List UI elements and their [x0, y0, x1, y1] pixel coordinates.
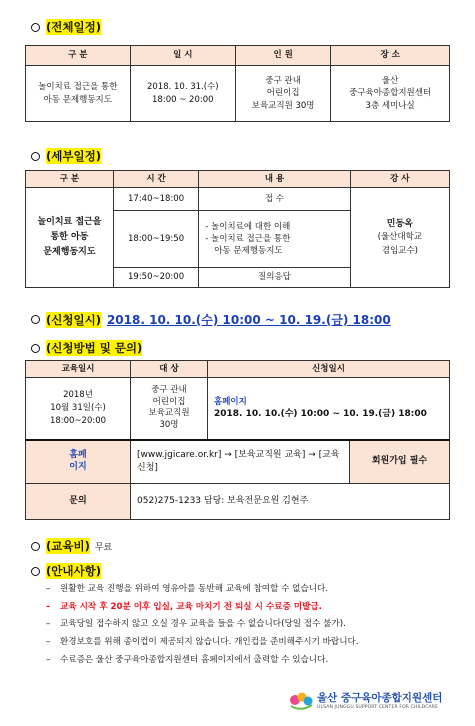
col-header-edu-date: 교육일시	[26, 361, 131, 378]
place-cell: 울산 중구육아종합지원센터 3층 세미나실	[331, 66, 450, 122]
center-logo	[288, 690, 442, 710]
col-header-lecturer: 강 사	[350, 171, 449, 188]
time-cell: 17:40~18:00	[113, 188, 198, 211]
lecturer-cell: 민동옥 (울산대학교 겸임교수)	[350, 188, 449, 288]
section-title-notice: (안내사항)	[31, 563, 101, 579]
notice-item: – 교육당일 접수하지 않고 오실 경우 교육을 들을 수 없습니다(당일 접수 불가).	[46, 619, 346, 630]
edu-date-cell: 2018년 10월 31일(수) 18:00~20:00	[26, 378, 131, 440]
fee-value: 무료	[94, 542, 113, 553]
overall-schedule-table	[25, 45, 450, 122]
time-cell: 19:50~20:00	[113, 268, 198, 288]
circle-bullet-icon	[31, 315, 40, 324]
section-title-application-method: (신청방법 및 문의)	[31, 340, 142, 356]
application-method-table	[25, 360, 450, 520]
section-title-application-period: (신청일시) 2018. 10. 10.(수) 10:00 ~ 10. 19.(금) 18:00	[31, 311, 391, 328]
section-title-overall-schedule: (전체일정)	[31, 19, 101, 35]
target-cell: 중구 관내 어린이집 보육교직원 30명	[131, 378, 208, 440]
circle-bullet-icon	[31, 152, 40, 161]
circle-bullet-icon	[31, 567, 40, 576]
logo-name: 울산 중구육아종합지원센터	[317, 692, 443, 704]
homepage-link[interactable]: 홈페이지	[214, 396, 247, 407]
notice-item-warning: – 교육 시작 후 20분 이후 입실, 교육 마치기 전 퇴실 시 수료증 미발급.	[46, 601, 322, 612]
inquiry-label-cell: 문의	[26, 484, 131, 520]
col-header-category: 구 분	[26, 46, 131, 66]
col-header-people: 인 원	[236, 46, 331, 66]
circle-bullet-icon	[31, 344, 40, 353]
section-title-detailed-schedule: (세부일정)	[31, 148, 101, 164]
content-cell: - 놀이치료에 대한 이해 - 놀이치료 접근을 통한 아동 문제행동지도	[199, 211, 350, 268]
col-header-content: 내 용	[199, 171, 350, 188]
notice-item: – 환경보호를 위해 종이컵이 제공되지 않습니다. 개인컵을 준비해주시기 바랍니다.	[46, 637, 359, 648]
col-header-datetime: 일 시	[130, 46, 235, 66]
notice-list	[46, 584, 466, 673]
category-cell: 놀이치료 접근을 통한 아동 문제행동지도	[26, 66, 131, 122]
notice-item: – 원활한 교육 진행을 위하여 영유아를 동반해 교육에 참여할 수 없습니다.	[46, 584, 329, 594]
homepage-label-cell: 홈페 이지	[26, 440, 131, 484]
time-cell: 18:00~19:50	[113, 211, 198, 268]
people-cell: 중구 관내 어린이집 보육교직원 30명	[236, 66, 331, 122]
childcare-logo-icon	[288, 690, 314, 710]
logo-subtitle: ULSAN JUNGGU SUPPORT CENTER FOR CHILDCARE	[317, 705, 439, 710]
col-header-apply-period: 신청일시	[208, 361, 450, 378]
apply-period-cell: 홈페이지 2018. 10. 10.(수) 10:00 ~ 10. 19.(금) 18:00	[208, 378, 450, 440]
detailed-schedule-table	[25, 170, 450, 288]
member-signup-note: 회원가입 필수	[350, 440, 450, 484]
col-header-target: 대 상	[131, 361, 208, 378]
application-period-value: 2018. 10. 10.(수) 10:00 ~ 10. 19.(금) 18:00	[106, 313, 391, 327]
circle-bullet-icon	[31, 23, 40, 32]
homepage-path[interactable]: [www.jgicare.or.kr] → [보육교직원 교육] → [교육신청]	[137, 449, 340, 473]
col-header-time: 시 간	[113, 171, 198, 188]
col-header-category: 구 분	[26, 171, 114, 188]
circle-bullet-icon	[31, 542, 40, 551]
category-cell: 놀이치료 접근을 통한 아동 문제행동지도	[26, 188, 114, 288]
datetime-cell: 2018. 10. 31.(수) 18:00 ~ 20:00	[130, 66, 235, 122]
homepage-path-cell	[131, 440, 350, 484]
inquiry-value-cell: 052)275-1233 담당: 보육전문요원 김현주	[131, 484, 450, 520]
content-cell: 질의응답	[199, 268, 350, 288]
content-cell: 접 수	[199, 188, 350, 211]
section-title-fee: (교육비) 무료	[31, 538, 112, 554]
notice-item: – 수료증은 울산 중구육아종합지원센터 홈페이지에서 출력할 수 있습니다.	[46, 654, 329, 665]
col-header-place: 장 소	[331, 46, 450, 66]
